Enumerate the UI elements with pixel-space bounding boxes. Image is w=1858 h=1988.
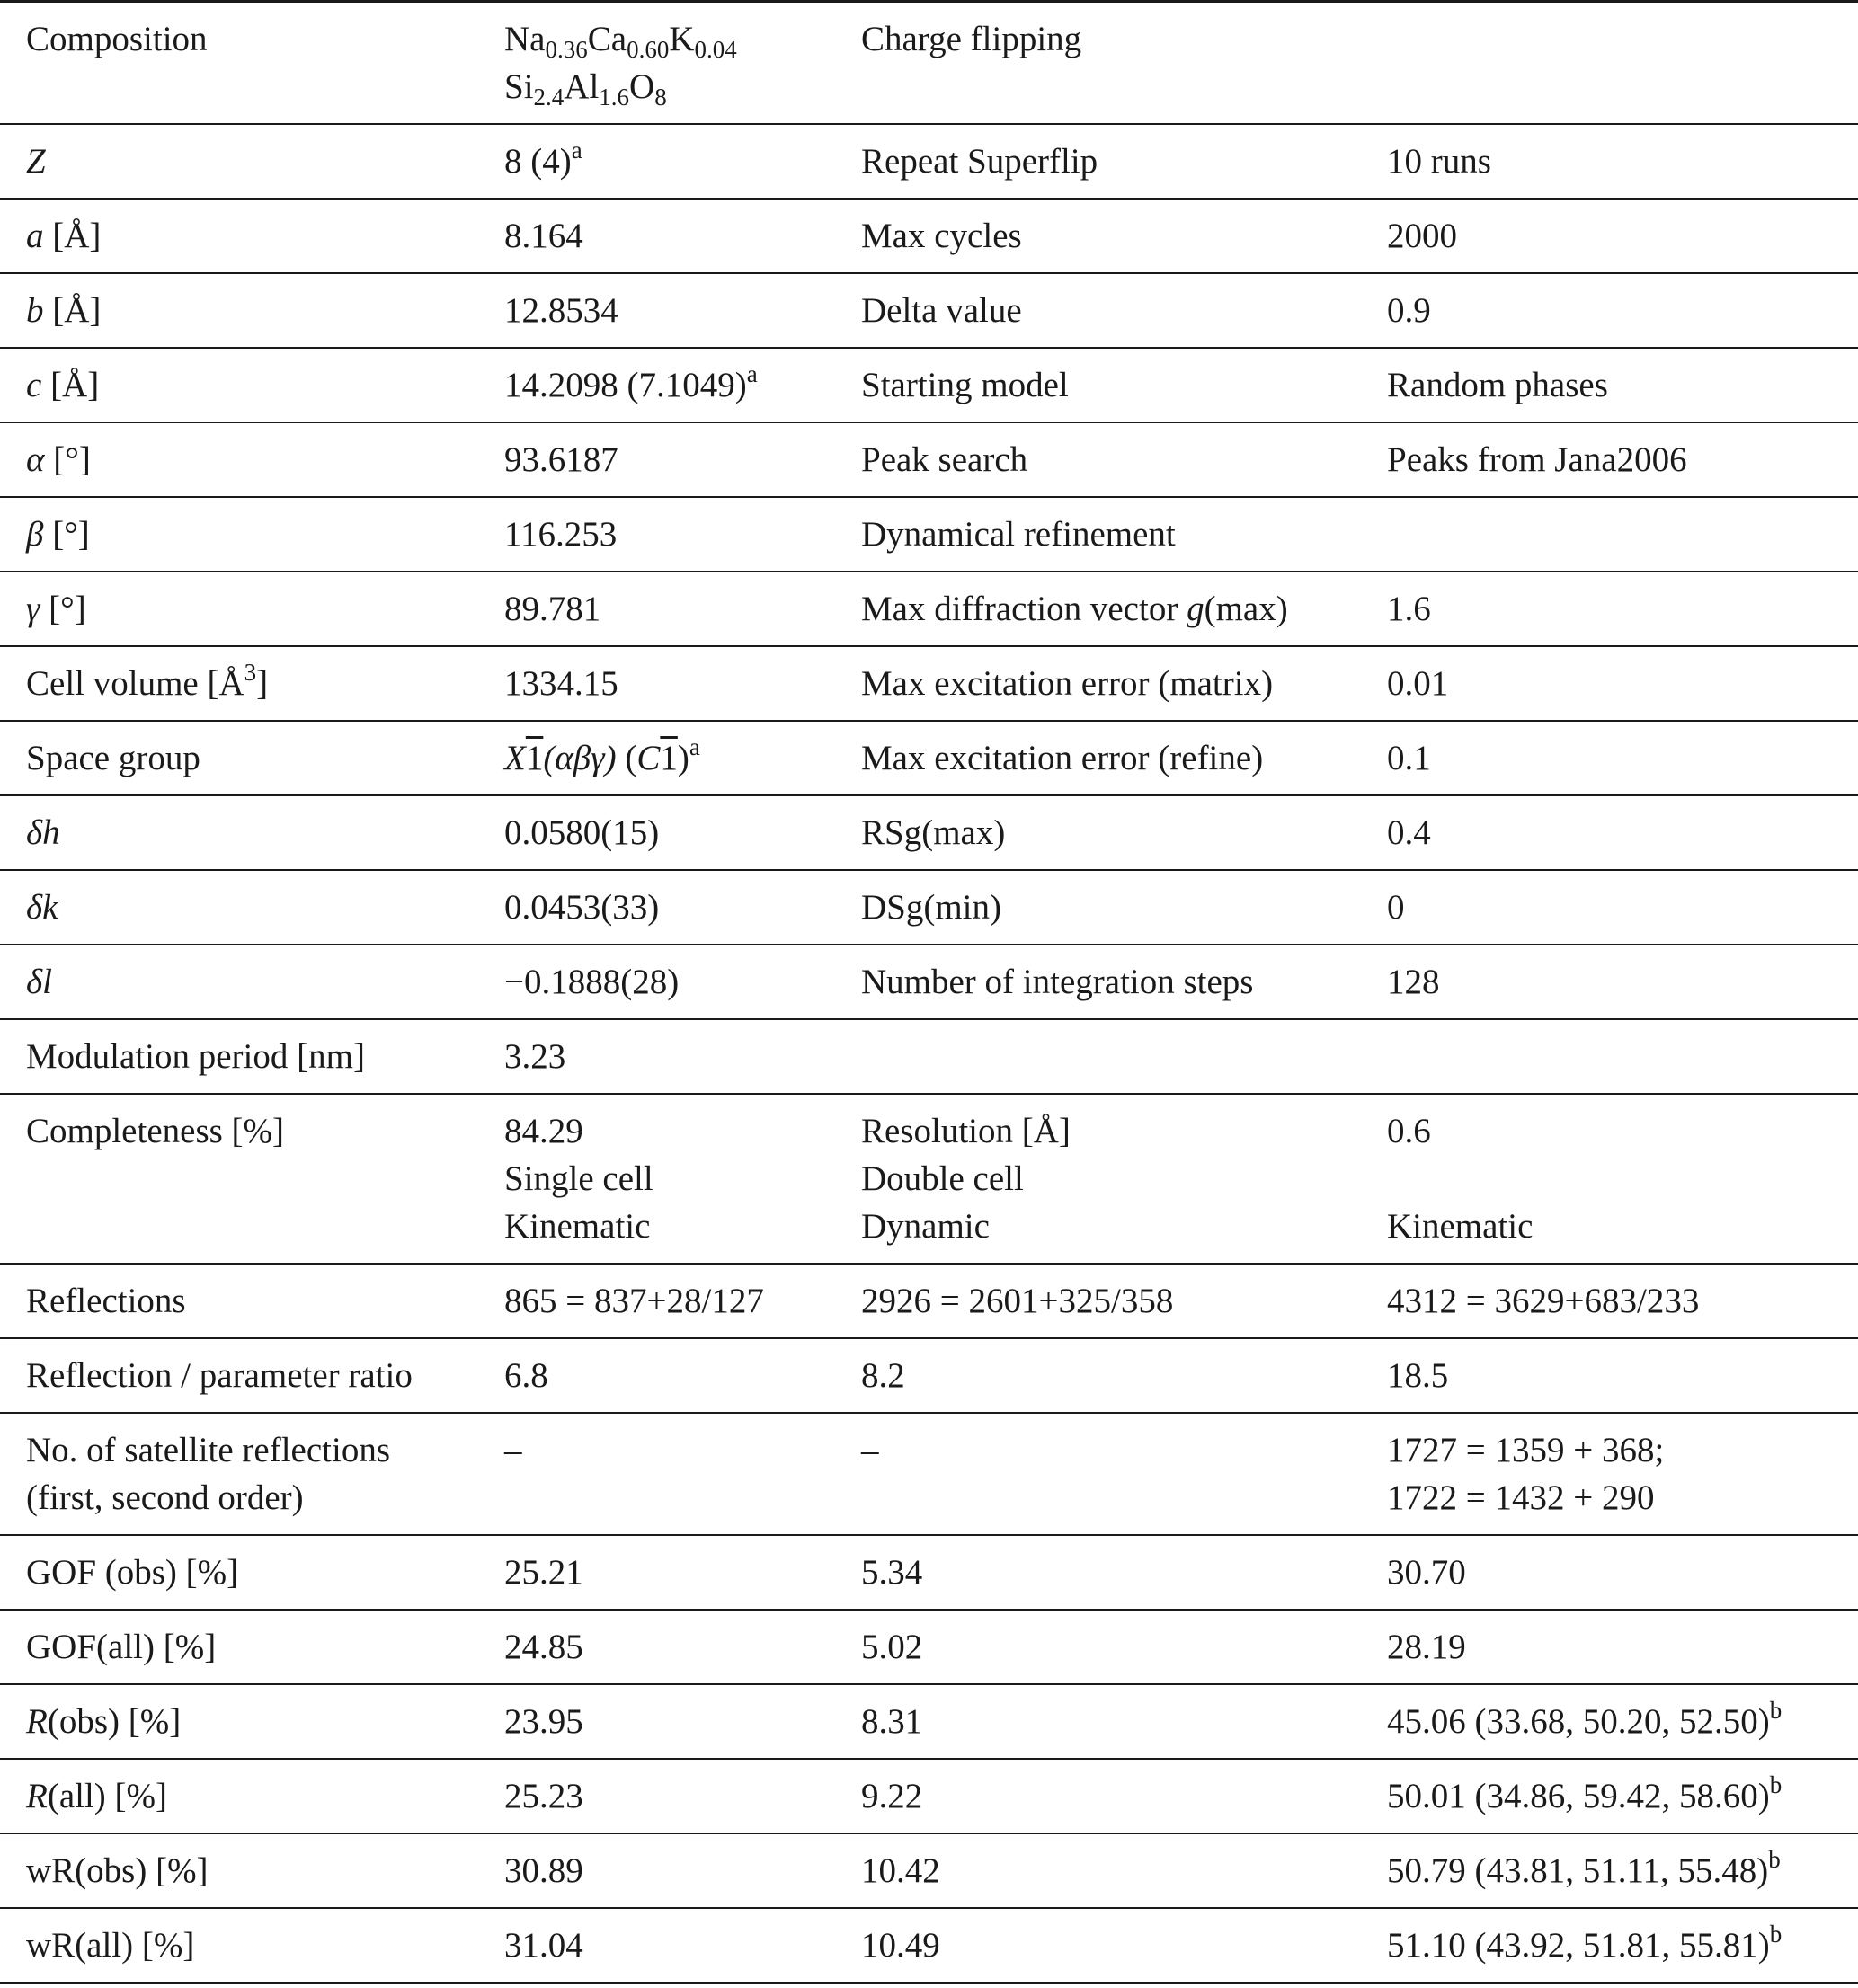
row-label: Completeness [%] — [26, 1112, 285, 1150]
table-row — [0, 870, 1858, 945]
cell: RSg(max) — [861, 813, 1006, 852]
cell: 23.95 — [504, 1702, 583, 1741]
table-row — [0, 945, 1858, 1019]
cell: −0.1888(28) — [504, 963, 680, 1001]
row-label: α [°] — [26, 440, 91, 479]
cell: 3.23 — [504, 1037, 566, 1076]
cell: 24.85 — [504, 1628, 583, 1666]
cell: 84.29 Single cell Kinematic — [504, 1112, 653, 1246]
cell: 0.0580(15) — [504, 813, 660, 852]
table-row — [0, 1264, 1858, 1338]
cell: 0.1 — [1387, 739, 1431, 777]
composition-formula: $Na_{0.36}Ca_{0.60}K_{0.04}$ $Si_{2.4}Al_{1.6}O_8$ — [504, 20, 737, 111]
cell: 18.5 — [1387, 1356, 1449, 1395]
space-group-symbol: X1(αβγ) $(C1)^a$ — [504, 733, 700, 777]
cell: Charge flipping — [861, 20, 1082, 58]
cell: 50.01 (34.86, 59.42, 58.60)$^b$ — [1387, 1771, 1782, 1815]
row-label: wR(obs) [%] — [26, 1851, 209, 1890]
cell: Max diffraction vector g(max) — [861, 590, 1288, 628]
cell: 4312 = 3629+683/233 — [1387, 1282, 1700, 1320]
cell: 10.42 — [861, 1851, 940, 1890]
cell: 30.70 — [1387, 1553, 1466, 1592]
cell: 8 $(4)^a$ — [504, 137, 582, 181]
cell: 0.4 — [1387, 813, 1431, 852]
row-label: R(all) [%] — [26, 1777, 167, 1815]
cell: 28.19 — [1387, 1628, 1466, 1666]
cell: 5.34 — [861, 1553, 923, 1592]
cell: Starting model — [861, 366, 1069, 404]
row-label: GOF (obs) [%] — [26, 1553, 239, 1592]
cell: Max cycles — [861, 217, 1022, 255]
row-label: β [°] — [26, 515, 90, 554]
cell: Delta value — [861, 291, 1022, 330]
table-row — [0, 1413, 1858, 1535]
cell: 128 — [1387, 963, 1440, 1001]
cell: 2000 — [1387, 217, 1457, 255]
row-label: Reflections — [26, 1282, 186, 1320]
cell: 0.0453(33) — [504, 888, 660, 927]
cell: 116.253 — [504, 515, 618, 554]
table-row — [0, 124, 1858, 199]
cell: 12.8534 — [504, 291, 618, 330]
cell: 2926 = 2601+325/358 — [861, 1282, 1174, 1320]
cell: 8.2 — [861, 1356, 905, 1395]
table-row — [0, 199, 1858, 273]
cell — [861, 1019, 1387, 1094]
cell: 1334.15 — [504, 664, 618, 703]
row-label: No. of satellite reflections (first, second order) — [26, 1431, 391, 1517]
cell: 89.781 — [504, 590, 601, 628]
cell: 1.6 — [1387, 590, 1431, 628]
cell: 865 = 837+28/127 — [504, 1282, 764, 1320]
table-row — [0, 721, 1858, 795]
cell: Repeat Superflip — [861, 142, 1098, 181]
table-row — [0, 1019, 1858, 1094]
row-label: Space group — [26, 739, 200, 777]
table-row — [0, 1833, 1858, 1908]
cell: 14.2098 $(7.1049)^a$ — [504, 360, 758, 404]
row-label: Modulation period [nm] — [26, 1037, 365, 1076]
cell: 8.31 — [861, 1702, 923, 1741]
cell: 25.21 — [504, 1553, 583, 1592]
cell: Peak search — [861, 440, 1028, 479]
table-row — [0, 1094, 1858, 1264]
cell: DSg(min) — [861, 888, 1001, 927]
table-row — [0, 1684, 1858, 1759]
row-label: Reflection / parameter ratio — [26, 1356, 413, 1395]
row-label: δl — [26, 963, 52, 1001]
row-label: b [Å] — [26, 291, 102, 330]
row-label: Cell volume $[Å^3]$ — [26, 659, 269, 703]
cell: 0.01 — [1387, 664, 1449, 703]
table-row — [0, 422, 1858, 497]
table-row — [0, 1908, 1858, 1984]
row-label: γ [°] — [26, 590, 86, 628]
cell: Resolution [Å] Double cell Dynamic — [861, 1112, 1071, 1246]
cell: 50.79 (43.81, 51.11, 55.48)$^b$ — [1387, 1846, 1781, 1890]
cell: Random phases — [1387, 366, 1608, 404]
cell: 25.23 — [504, 1777, 583, 1815]
cell: 30.89 — [504, 1851, 583, 1890]
cell: 0.6 Kinematic — [1387, 1112, 1534, 1246]
cell: 45.06 (33.68, 50.20, 52.50)$^b$ — [1387, 1697, 1782, 1741]
cell: 1727 = 1359 + 368; 1722 = 1432 + 290 — [1387, 1431, 1665, 1517]
cell: 0.9 — [1387, 291, 1431, 330]
row-label: R(obs) [%] — [26, 1702, 182, 1741]
table-row — [0, 273, 1858, 348]
cell: 8.164 — [504, 217, 583, 255]
cell: 31.04 — [504, 1926, 583, 1965]
table-row — [0, 646, 1858, 721]
row-label: c [Å] — [26, 366, 100, 404]
cell: 0 — [1387, 888, 1405, 927]
cell: 93.6187 — [504, 440, 618, 479]
row-label: wR(all) [%] — [26, 1926, 195, 1965]
row-label: δh — [26, 813, 60, 852]
cell: Max excitation error (matrix) — [861, 664, 1274, 703]
table-row — [0, 572, 1858, 646]
row-label: Z — [26, 142, 46, 181]
table-row — [0, 348, 1858, 422]
cell — [1387, 497, 1858, 572]
table-row — [0, 795, 1858, 870]
row-label: Composition — [26, 20, 208, 58]
cell: 51.10 (43.92, 51.81, 55.81)$^b$ — [1387, 1921, 1782, 1965]
table-row — [0, 1759, 1858, 1833]
cell: Number of integration steps — [861, 963, 1254, 1001]
table-row — [0, 2, 1858, 125]
table-row — [0, 497, 1858, 572]
cell: 5.02 — [861, 1628, 923, 1666]
cell: Dynamical refinement — [861, 515, 1176, 554]
row-label: δk — [26, 888, 58, 927]
row-label: a [Å] — [26, 217, 102, 255]
cell: – — [861, 1431, 879, 1469]
cell — [1387, 1019, 1858, 1094]
cell: 10.49 — [861, 1926, 940, 1965]
table-row — [0, 1535, 1858, 1610]
row-label: GOF(all) [%] — [26, 1628, 217, 1666]
cell: 9.22 — [861, 1777, 923, 1815]
cell: 10 runs — [1387, 142, 1491, 181]
cell: 6.8 — [504, 1356, 548, 1395]
cell — [1387, 2, 1858, 125]
cell: Peaks from Jana2006 — [1387, 440, 1687, 479]
table-row — [0, 1610, 1858, 1684]
table-row — [0, 1338, 1858, 1413]
cell: Max excitation error (refine) — [861, 739, 1264, 777]
cell: – — [504, 1431, 522, 1469]
